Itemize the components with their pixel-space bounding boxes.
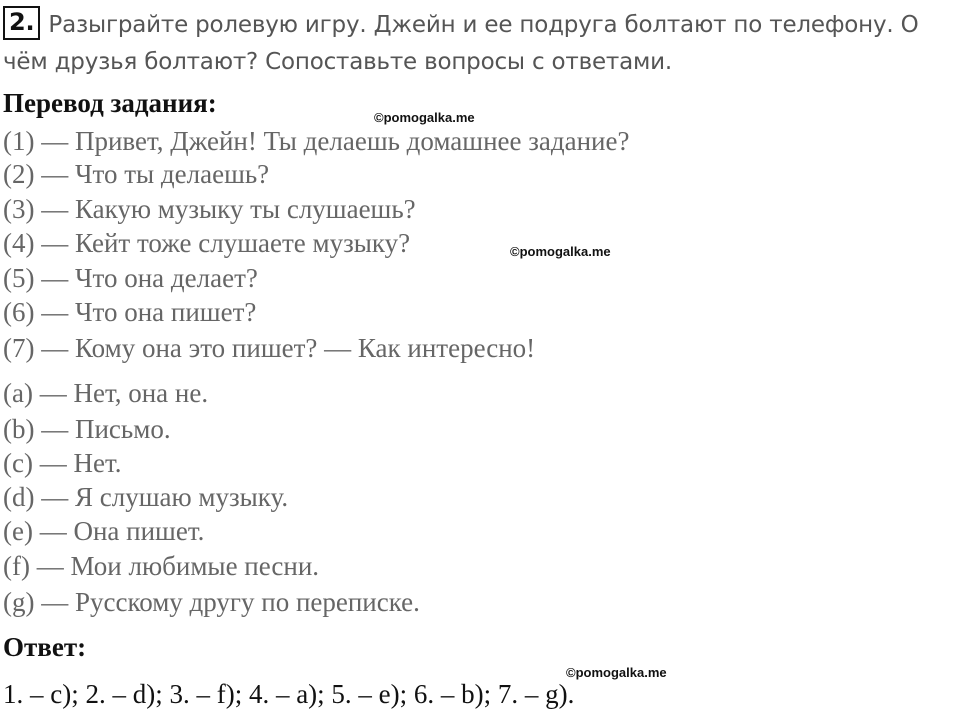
answer-option-g: (g) — Русскому другу по переписке.: [3, 587, 420, 617]
watermark: ©pomogalka.me: [566, 665, 667, 680]
answer-option-e: (e) — Она пишет.: [3, 516, 205, 546]
question-line-1: (1) — Привет, Джейн! Ты делаешь домашнее задание?: [3, 126, 630, 156]
question-line-4: (4) — Кейт тоже слушаете музыку?: [3, 228, 411, 258]
task-text: Разыграйте ролевую игру. Джейн и ее подруга болтают по телефону. О чём друзья болтают? Сопоставьте вопросы с ответами.: [3, 12, 919, 75]
question-line-7: (7) — Кому она это пишет? — Как интересно!: [3, 333, 536, 363]
question-line-6: (6) — Что она пишет?: [3, 297, 257, 327]
watermark: ©pomogalka.me: [374, 110, 475, 125]
answer-option-c: (c) — Нет.: [3, 448, 122, 478]
answer-option-b: (b) — Письмо.: [3, 414, 171, 444]
watermark: ©pomogalka.me: [510, 244, 611, 259]
question-line-2: (2) — Что ты делаешь?: [3, 159, 270, 189]
question-line-3: (3) — Какую музыку ты слушаешь?: [3, 194, 416, 224]
translation-heading: Перевод задания:: [3, 88, 217, 118]
answer-option-a: (a) — Нет, она не.: [3, 378, 209, 408]
answer-heading: Ответ:: [3, 632, 87, 662]
answer-text: 1. – c); 2. – d); 3. – f); 4. – a); 5. – e); 6. – b); 7. – g).: [3, 679, 575, 709]
answer-option-f: (f) — Мои любимые песни.: [3, 551, 320, 581]
question-line-5: (5) — Что она делает?: [3, 263, 258, 293]
task-instruction: [3, 6, 958, 81]
task-number-box: 2.: [3, 6, 40, 40]
answer-option-d: (d) — Я слушаю музыку.: [3, 482, 289, 512]
